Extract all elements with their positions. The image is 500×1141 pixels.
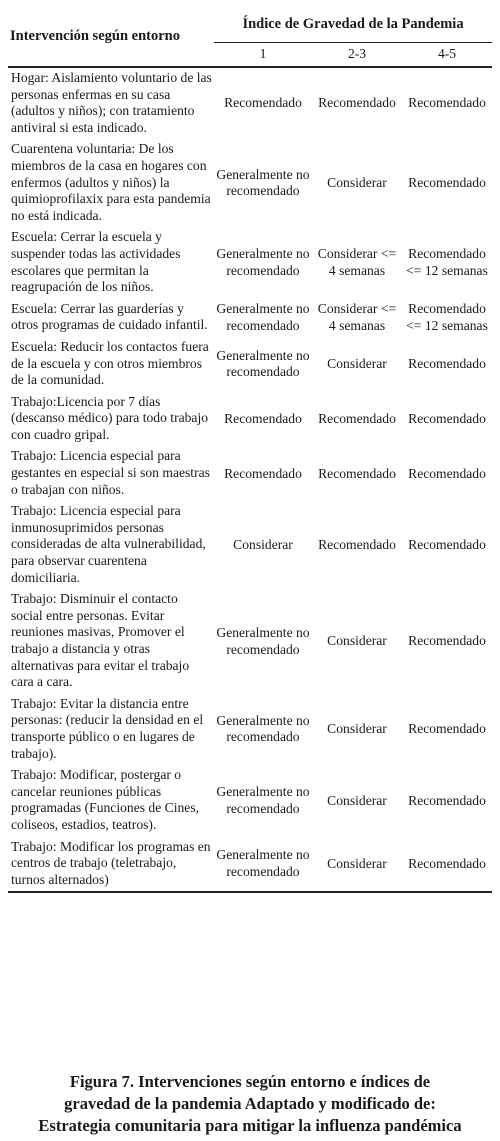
caption-line-2: gravedad de la pandemia Adaptado y modificado de:	[64, 1094, 436, 1113]
severity-4-5-cell: Recomendado	[408, 792, 486, 808]
severity-1-cell: Generalmente no recomendado	[216, 347, 310, 380]
severity-2-3-cell: Recomendado	[318, 536, 396, 552]
severity-4-5-cell: Recomendado	[408, 410, 486, 426]
severity-2-3-cell: Considerar	[327, 792, 387, 808]
severity-4-5-cell: Recomendado	[408, 536, 486, 552]
severity-1-cell: Generalmente no recomendado	[216, 624, 310, 657]
table-row	[8, 67, 492, 139]
severity-1-cell: Generalmente no recomendado	[216, 246, 310, 279]
severity-2-3-cell: Considerar	[327, 721, 387, 737]
severity-4-5-cell: Recomendado	[402, 837, 492, 893]
severity-2-3-cell: Considerar	[327, 633, 387, 649]
table-row	[8, 299, 492, 337]
severity-column-1: 1	[214, 43, 312, 68]
intervention-cell: Trabajo:Licencia por 7 días (descanso médico) para todo trabajo con cuadro gripal.	[11, 393, 209, 442]
severity-1-cell: Recomendado	[224, 465, 302, 481]
severity-1-cell: Generalmente no recomendado	[216, 712, 310, 745]
intervention-cell: Trabajo: Licencia especial para gestantes en especial si son maestras o trabajan con niños.	[11, 448, 210, 497]
severity-4-5-cell: Recomendado	[408, 465, 486, 481]
table-row	[8, 227, 492, 298]
table-row	[8, 694, 492, 765]
severity-2-3-cell: Recomendado	[318, 95, 396, 111]
severity-4-5-cell: Recomendado	[408, 95, 486, 111]
severity-2-3-cell: Considerar	[327, 175, 387, 191]
severity-1-cell: Recomendado	[224, 410, 302, 426]
severity-2-3-cell: Considerar	[312, 837, 402, 893]
table-row	[8, 446, 492, 501]
severity-1-cell: Generalmente no recomendado	[214, 837, 312, 893]
intervention-cell: Trabajo: Modificar los programas en centros de trabajo (teletrabajo, turnos alternados)	[8, 837, 214, 893]
table-row	[8, 837, 492, 893]
table-header	[8, 6, 492, 67]
severity-1-cell: Recomendado	[224, 95, 302, 111]
severity-4-5-cell: Recomendado	[408, 633, 486, 649]
severity-4-5-cell: Recomendado <= 12 semanas	[406, 246, 488, 279]
severity-2-3-cell: Considerar <= 4 semanas	[317, 246, 397, 279]
intervention-cell: Escuela: Reducir los contactos fuera de la escuela y con otros miembros de la comunidad.	[11, 338, 209, 388]
severity-4-5-cell: Recomendado	[408, 175, 486, 191]
caption-line-3: Estrategia comunitaria para mitigar la influenza pandémica	[38, 1116, 462, 1135]
table-row	[8, 765, 492, 836]
severity-4-5-cell: Recomendado	[408, 356, 486, 371]
figure-caption	[8, 1071, 492, 1137]
intervention-cell: Hogar: Aislamiento voluntario de las personas enfermas en su casa (adultos y niños); con tratamiento antiviral si esta indicado.	[11, 70, 212, 135]
intervention-cell: Escuela: Cerrar las guarderías y otros programas de cuidado infantil.	[11, 300, 208, 333]
intervention-cell: Escuela: Cerrar la escuela y suspender todas las actividades escolares que permitan la reagrupación de los niños.	[11, 229, 181, 295]
intervention-cell: Trabajo: Modificar, postergar o cancelar reuniones públicas programadas (Funciones de Cines, coliseos, estadios, teatros).	[11, 767, 200, 832]
intervention-cell: Trabajo: Evitar la distancia entre personas: (reducir la densidad en el transporte público o en lugares de trabajo).	[11, 695, 204, 761]
severity-2-3-cell: Considerar <= 4 semanas	[317, 301, 397, 333]
severity-2-3-cell: Recomendado	[318, 465, 396, 481]
table-row	[8, 501, 492, 589]
intervention-cell: Trabajo: Licencia especial para inmunosuprimidos personas consideradas de alta vulnerabilidad, para observar cuarentena domiciliaria.	[11, 503, 206, 585]
severity-1-cell: Considerar	[233, 536, 293, 552]
intervention-cell: Cuarentena voluntaria: De los miembros de la casa en hogares con enfermos (adultos y niños) la quimioprofilaxix para esta pandemia no está indicada.	[11, 141, 211, 223]
table-row	[8, 589, 492, 694]
severity-4-5-cell: Recomendado	[408, 721, 486, 737]
severity-1-cell: Generalmente no recomendado	[216, 166, 310, 199]
table-row	[8, 337, 492, 392]
severity-1-cell: Generalmente no recomendado	[216, 301, 310, 333]
severity-column-2-3: 2-3	[312, 43, 402, 68]
severity-2-3-cell: Considerar	[327, 356, 387, 371]
severity-1-cell: Generalmente no recomendado	[216, 784, 310, 816]
table-body	[8, 67, 492, 892]
severity-column-4-5: 4-5	[402, 43, 492, 68]
intervention-cell: Trabajo: Disminuir el contacto social entre personas. Evitar reuniones masivas, Promover el trabajo a distancia y otras alternativas para evitar el trabajo cara a cara.	[11, 591, 190, 690]
intervention-table	[8, 6, 492, 893]
severity-4-5-cell: Recomendado <= 12 semanas	[406, 301, 488, 333]
caption-line-1: Figura 7. Intervenciones según entorno e índices de	[69, 1072, 431, 1091]
severity-2-3-cell: Recomendado	[318, 410, 396, 426]
table-row	[8, 392, 492, 447]
table-row	[8, 139, 492, 227]
severity-index-header: Índice de Gravedad de la Pandemia	[214, 6, 492, 43]
intervention-column-header: Intervención según entorno	[8, 6, 214, 67]
